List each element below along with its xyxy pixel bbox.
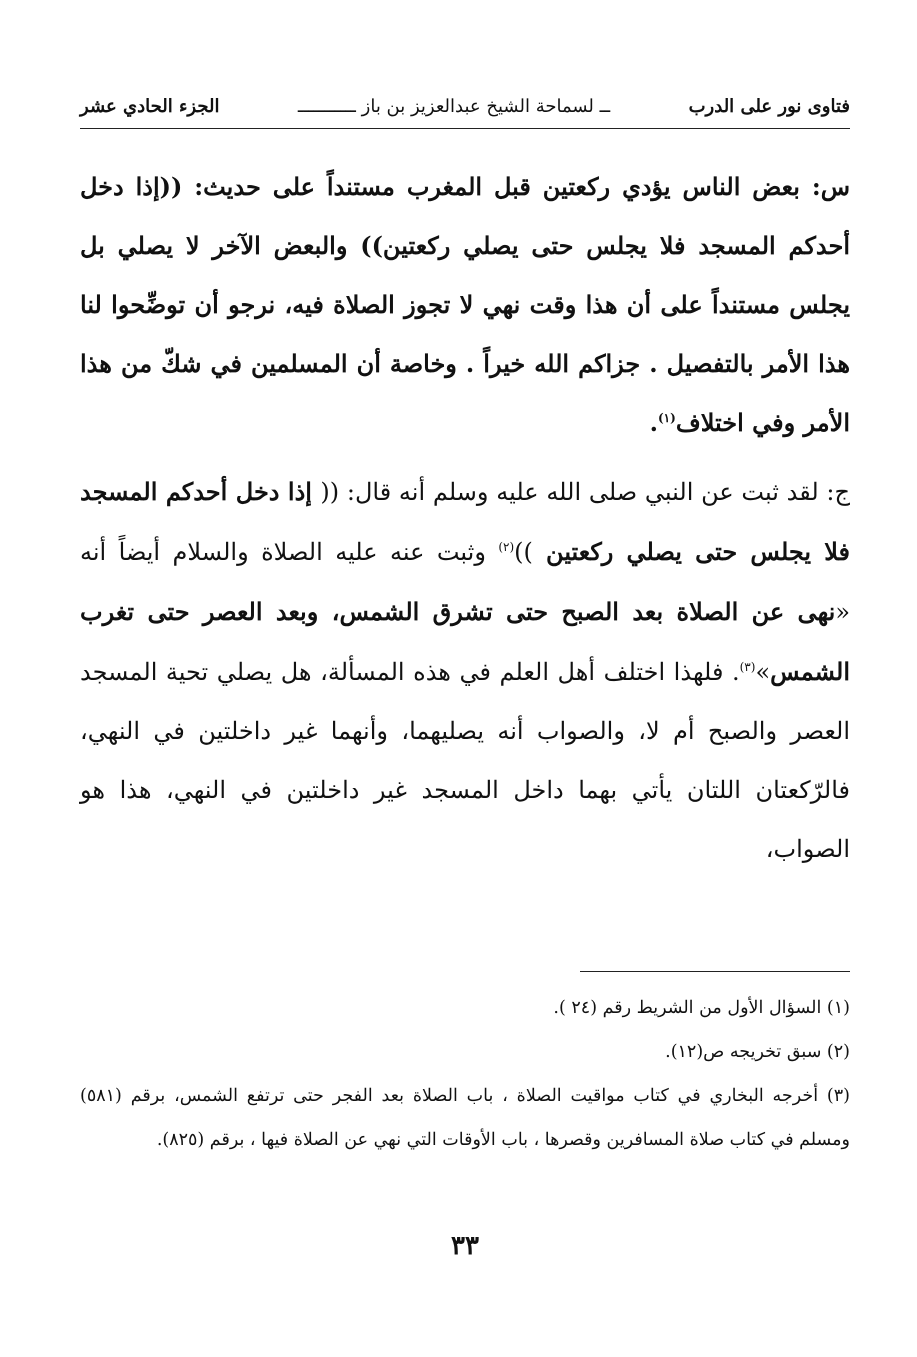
footnote-2: (٢) سبق تخريجه ص(١٢). — [665, 1042, 850, 1062]
answer-part-5: . فلهذا اختلف أهل العلم في هذه المسألة، هل يصلي تحية المسجد العصر والصبح أم لا، والصواب أنه يصليهما، وأنهما غير داخلتين في النهي، فالرّكعتان اللتان يأتي بهما داخل المسجد غير داخلتين في النهي، هذا هو الصواب، — [80, 658, 850, 863]
question-end: . — [649, 408, 658, 437]
header-volume: الجزء الحادي عشر — [80, 96, 220, 117]
question-paragraph — [80, 157, 850, 452]
main-text — [80, 157, 850, 879]
page-number: ٣٣ — [451, 1231, 479, 1261]
footnote-ref-1: (١) — [657, 411, 676, 425]
question-text: س: بعض الناس يؤدي ركعتين قبل المغرب مستنداً على حديث: ((إذا دخل أحدكم المسجد فلا يجلس حتى يصلي ركعتين)) والبعض الآخر لا يصلي بل يجلس مستنداً على أن هذا وقت نهي لا تجوز الصلاة فيه، نرجو أن توضِّحوا لنا هذا الأمر بالتفصيل . جزاكم الله خيراً . وخاصة أن المسلمين في شكّ من هذا الأمر وفي اختلاف — [80, 172, 851, 437]
answer-paragraph — [80, 462, 850, 879]
answer-hadith-1: إذا دخل أحدكم المسجد فلا يجلس حتى يصلي ركعتين — [80, 477, 851, 566]
footnote-3: (٣) أخرجه البخاري في كتاب مواقيت الصلاة ، باب الصلاة بعد الفجر حتى ترتفع الشمس، برقم (٥٨١) ومسلم في كتاب صلاة المسافرين وقصرها ، باب الأوقات التي نهي عن الصلاة فيها ، برقم (٨٢٥). — [80, 1086, 850, 1150]
footnote-1: (١) السؤال الأول من الشريط رقم (٢٤ ). — [553, 998, 850, 1018]
answer-part-3: وثبت عنه عليه الصلاة والسلام أيضاً أنه « — [80, 538, 850, 626]
header-book-title: فتاوى نور على الدرب — [688, 96, 850, 117]
page — [80, 86, 850, 1316]
answer-part-2: )) — [514, 538, 533, 566]
answer-hadith-2: نهى عن الصلاة بعد الصبح حتى تشرق الشمس، وبعد العصر حتى تغرب الشمس — [80, 597, 850, 686]
answer-part-4: » — [755, 658, 771, 686]
footnote-ref-3: (٣) — [739, 660, 756, 674]
footnote-separator — [580, 971, 850, 972]
answer-part-1: ج: لقد ثبت عن النبي صلى الله عليه وسلم أنه قال: (( — [320, 478, 851, 506]
header-author: ــ لسماحة الشيخ عبدالعزيز بن باز ـــــــــــ — [297, 96, 611, 117]
running-header — [80, 86, 850, 129]
footnote-ref-2: (٢) — [498, 540, 515, 554]
footnotes — [80, 986, 850, 1162]
